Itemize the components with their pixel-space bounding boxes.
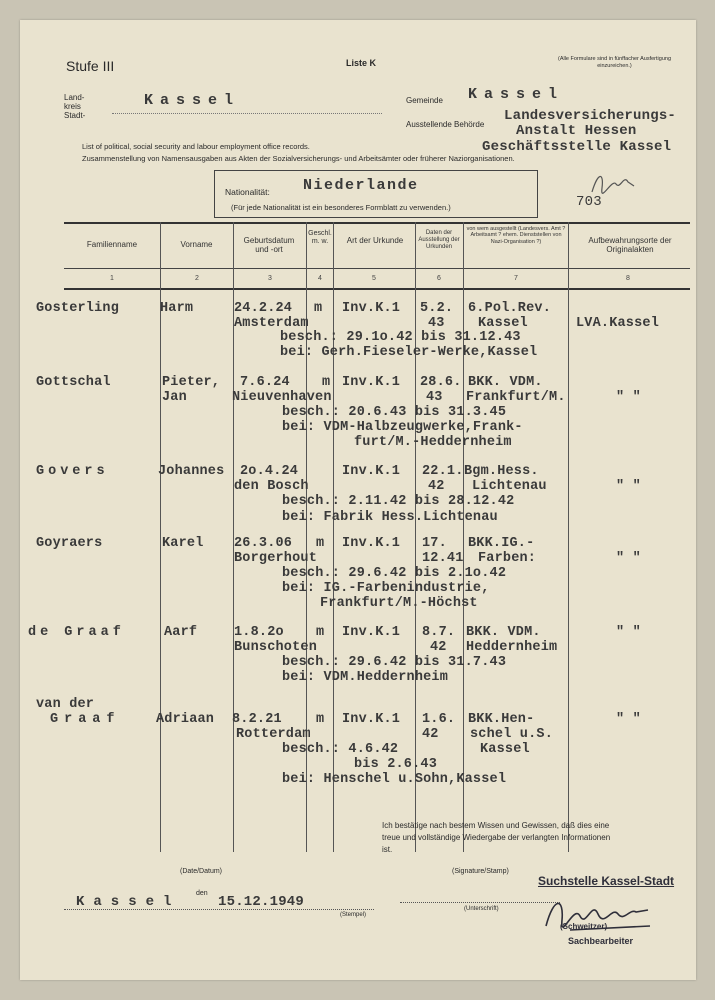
row1-ort: Amsterdam xyxy=(234,316,309,331)
row1-geschl: m xyxy=(314,301,323,316)
row5-geb: 1.8.2o xyxy=(234,625,284,640)
row1-datum2: 43 xyxy=(428,316,445,331)
row2-ort: Nieuvenhaven xyxy=(232,390,332,405)
row6-ort: Rotterdam xyxy=(236,727,311,742)
row2-bei: bei: VDM-Halbzeugwerke,Frank- xyxy=(282,420,523,435)
row2-datum1: 28.6. xyxy=(420,375,462,390)
row1-von1: 6.Pol.Rev. xyxy=(468,301,552,316)
row2-geb: 7.6.24 xyxy=(240,375,290,390)
form-sheet xyxy=(20,20,696,980)
nationality-box xyxy=(214,170,538,218)
row3-besch: besch.: 2.11.42 bis 28.12.42 xyxy=(282,494,515,509)
row3-ort: den Bosch xyxy=(234,479,309,494)
row4-geschl: m xyxy=(316,536,325,551)
gemeinde-value: Kassel xyxy=(468,86,565,103)
row1-geb: 24.2.24 xyxy=(234,301,293,316)
stempel-caption: (Stempel) xyxy=(340,912,367,918)
row1-datum1: 5.2. xyxy=(420,301,454,316)
row4-bei2: Frankfurt/M.-Höchst xyxy=(320,596,478,611)
row5-datum1: 8.7. xyxy=(422,625,456,640)
col-divider-7 xyxy=(568,222,569,852)
table-top-rule xyxy=(64,222,690,224)
stamp-role: Sachbearbeiter xyxy=(568,936,634,946)
col-num-8: 8 xyxy=(626,275,630,282)
row1-bei: bei: Gerh.Fieseler-Werke,Kassel xyxy=(280,345,538,360)
col-divider-4 xyxy=(333,222,334,852)
row1-von2: Kassel xyxy=(478,316,528,331)
row4-datum1: 17. xyxy=(422,536,447,551)
col-num-4: 4 xyxy=(318,275,322,282)
row2-geschl: m xyxy=(322,375,331,390)
row6-datum2: 42 xyxy=(422,727,439,742)
landkreis-value: Kassel xyxy=(144,92,241,109)
col-num-6: 6 xyxy=(437,275,441,282)
row5-geschl: m xyxy=(316,625,325,640)
row2-art: Inv.K.1 xyxy=(342,375,401,390)
nationality-label: Nationalität: xyxy=(225,187,270,197)
row3-datum2: 42 xyxy=(428,479,445,494)
landkreis-label-text: Land- kreis Stadt- xyxy=(64,93,86,121)
header-bottom-rule xyxy=(64,268,690,269)
colnum-bottom-rule xyxy=(64,288,690,290)
row2-datum2: 43 xyxy=(426,390,443,405)
row2-vorname: Pieter, xyxy=(162,375,221,390)
row3-name: Govers xyxy=(36,464,109,479)
row3-bei: bei: Fabrik Hess.Lichtenau xyxy=(282,510,498,525)
row1-besch: besch.: 29.1o.42 bis 31.12.43 xyxy=(280,330,521,345)
row2-bei2: furt/M.-Heddernheim xyxy=(354,435,512,450)
col-header-5: Art der Urkunde xyxy=(346,236,404,245)
row3-datum1: 22.1. xyxy=(422,464,464,479)
row6-von3: Kassel xyxy=(480,742,530,757)
row1-vorname: Harm xyxy=(160,301,194,316)
row2-besch: besch.: 20.6.43 bis 31.3.45 xyxy=(282,405,507,420)
row3-ort-akten: " " xyxy=(616,479,641,494)
col-header-7: von wem ausgestellt (Landesvers. Amt ? Arbeitsamt ? ehem. Dienststellen von Nazi-Organisation ?) xyxy=(466,226,566,245)
row6-besch-b: bis 2.6.43 xyxy=(354,757,438,772)
row6-geschl: m xyxy=(316,712,325,727)
signature-caption: (Signature/Stamp) xyxy=(452,868,509,875)
row6-geb: 8.2.21 xyxy=(232,712,282,727)
row4-ort: Borgerhout xyxy=(234,551,318,566)
row6-besch: besch.: 4.6.42 xyxy=(282,742,399,757)
row3-geb: 2o.4.24 xyxy=(240,464,299,479)
row4-von2: Farben: xyxy=(478,551,537,566)
row3-von2: Lichtenau xyxy=(472,479,547,494)
row2-ort-akten: " " xyxy=(616,390,641,405)
col-divider-1 xyxy=(160,222,161,852)
row6-art: Inv.K.1 xyxy=(342,712,401,727)
row6-vorname: Adriaan xyxy=(156,712,215,727)
form-note: (Alle Formulare sind in fünffacher Ausfertigung einzureichen.) xyxy=(557,56,671,70)
col-divider-6 xyxy=(463,222,464,852)
col-header-1: Familienname xyxy=(86,240,138,249)
subtitle-en: List of political, social security and labour employment office records. xyxy=(82,142,310,151)
footer-date: 15.12.1949 xyxy=(218,894,305,910)
row5-bei: bei: VDM.Heddernheim xyxy=(282,670,449,685)
row4-bei: bei: IG.-Farbenindustrie, xyxy=(282,581,490,596)
footer-place: Kassel xyxy=(76,894,181,910)
col-header-2: Vorname xyxy=(180,240,213,249)
row6-name: van der xyxy=(36,697,95,712)
col-header-3: Geburtsdatum und -ort xyxy=(243,236,295,255)
row5-von1: BKK. VDM. xyxy=(466,625,541,640)
row6-datum1: 1.6. xyxy=(422,712,456,727)
row1-art: Inv.K.1 xyxy=(342,301,401,316)
stufe-label: Stufe III xyxy=(66,58,115,74)
row4-name: Goyraers xyxy=(36,536,103,551)
footer-den: den xyxy=(196,890,208,897)
row2-vorname2: Jan xyxy=(162,390,187,405)
row5-vorname: Aarf xyxy=(164,625,198,640)
col-num-3: 3 xyxy=(268,275,272,282)
subtitle-de: Zusammenstellung von Namensausgaben aus Akten der Sozialversicherungs- und Arbeitsämter oder früherer Naziorganisationen. xyxy=(82,154,515,163)
row3-art: Inv.K.1 xyxy=(342,464,401,479)
date-line xyxy=(64,909,374,910)
row6-von1: BKK.Hen- xyxy=(468,712,535,727)
row4-ort-akten: " " xyxy=(616,551,641,566)
row4-datum2: 12.41 xyxy=(422,551,464,566)
row5-ort: Bunschoten xyxy=(234,640,318,655)
col-header-4: Geschl. m. w. xyxy=(308,230,332,246)
row6-bei: bei: Henschel u.Sohn,Kassel xyxy=(282,772,507,787)
row6-name2: Graaf xyxy=(50,712,121,727)
col-num-1: 1 xyxy=(110,275,114,282)
gemeinde-label: Gemeinde xyxy=(406,96,443,105)
unterschrift-caption: (Unterschrift) xyxy=(464,906,499,912)
behoerde-line-3: Geschäftsstelle Kassel xyxy=(482,139,672,155)
col-header-8: Aufbewahrungsorte der Originalakten xyxy=(588,236,672,255)
liste-label: Liste K xyxy=(346,58,377,68)
landkreis-label xyxy=(64,93,85,121)
behoerde-line-2: Anstalt Hessen xyxy=(516,123,637,139)
landkreis-underline xyxy=(112,113,382,114)
row2-von1: BKK. VDM. xyxy=(468,375,543,390)
nationality-note: (Für jede Nationalität ist ein besonderes Formblatt zu verwenden.) xyxy=(231,203,451,212)
stamp-name: (Schweitzer) xyxy=(560,922,608,931)
row4-von1: BKK.IG.- xyxy=(468,536,535,551)
row2-name: Gottschal xyxy=(36,375,111,390)
row1-ort-akten: LVA.Kassel xyxy=(576,316,660,331)
stamp-office: Suchstelle Kassel-Stadt xyxy=(538,874,675,888)
date-caption: (Date/Datum) xyxy=(180,868,223,875)
row4-art: Inv.K.1 xyxy=(342,536,401,551)
row6-ort-akten: " " xyxy=(616,712,641,727)
signature-line xyxy=(400,902,560,903)
col-num-2: 2 xyxy=(195,275,199,282)
behoerde-label: Ausstellende Behörde xyxy=(406,120,485,129)
form-number: 703 xyxy=(576,194,602,210)
row2-von2: Frankfurt/M. xyxy=(466,390,566,405)
row3-von1: Bgm.Hess. xyxy=(464,464,539,479)
row5-datum2: 42 xyxy=(430,640,447,655)
row1-name: Gosterling xyxy=(36,301,120,316)
row4-vorname: Karel xyxy=(162,536,204,551)
row4-geb: 26.3.06 xyxy=(234,536,293,551)
col-header-6: Daten der Ausstellung der Urkunden xyxy=(418,230,460,250)
row3-vorname: Johannes xyxy=(158,464,225,479)
col-num-5: 5 xyxy=(372,275,376,282)
certification-text: Ich bestätige nach bestem Wissen und Gewissen, daß dies eine treue und vollständige Wiedergabe der verlangten Informationen ist. xyxy=(382,821,611,854)
row6-von2: schel u.S. xyxy=(470,727,554,742)
row5-art: Inv.K.1 xyxy=(342,625,401,640)
col-num-7: 7 xyxy=(514,275,518,282)
row5-ort-akten: " " xyxy=(616,625,641,640)
row5-name: de Graaf xyxy=(28,625,125,640)
nationality-value: Niederlande xyxy=(303,177,419,194)
row4-besch: besch.: 29.6.42 bis 2.1o.42 xyxy=(282,566,507,581)
row5-besch: besch.: 29.6.42 bis 31.7.43 xyxy=(282,655,507,670)
row5-von2: Heddernheim xyxy=(466,640,558,655)
behoerde-line-1: Landesversicherungs- xyxy=(504,108,677,124)
